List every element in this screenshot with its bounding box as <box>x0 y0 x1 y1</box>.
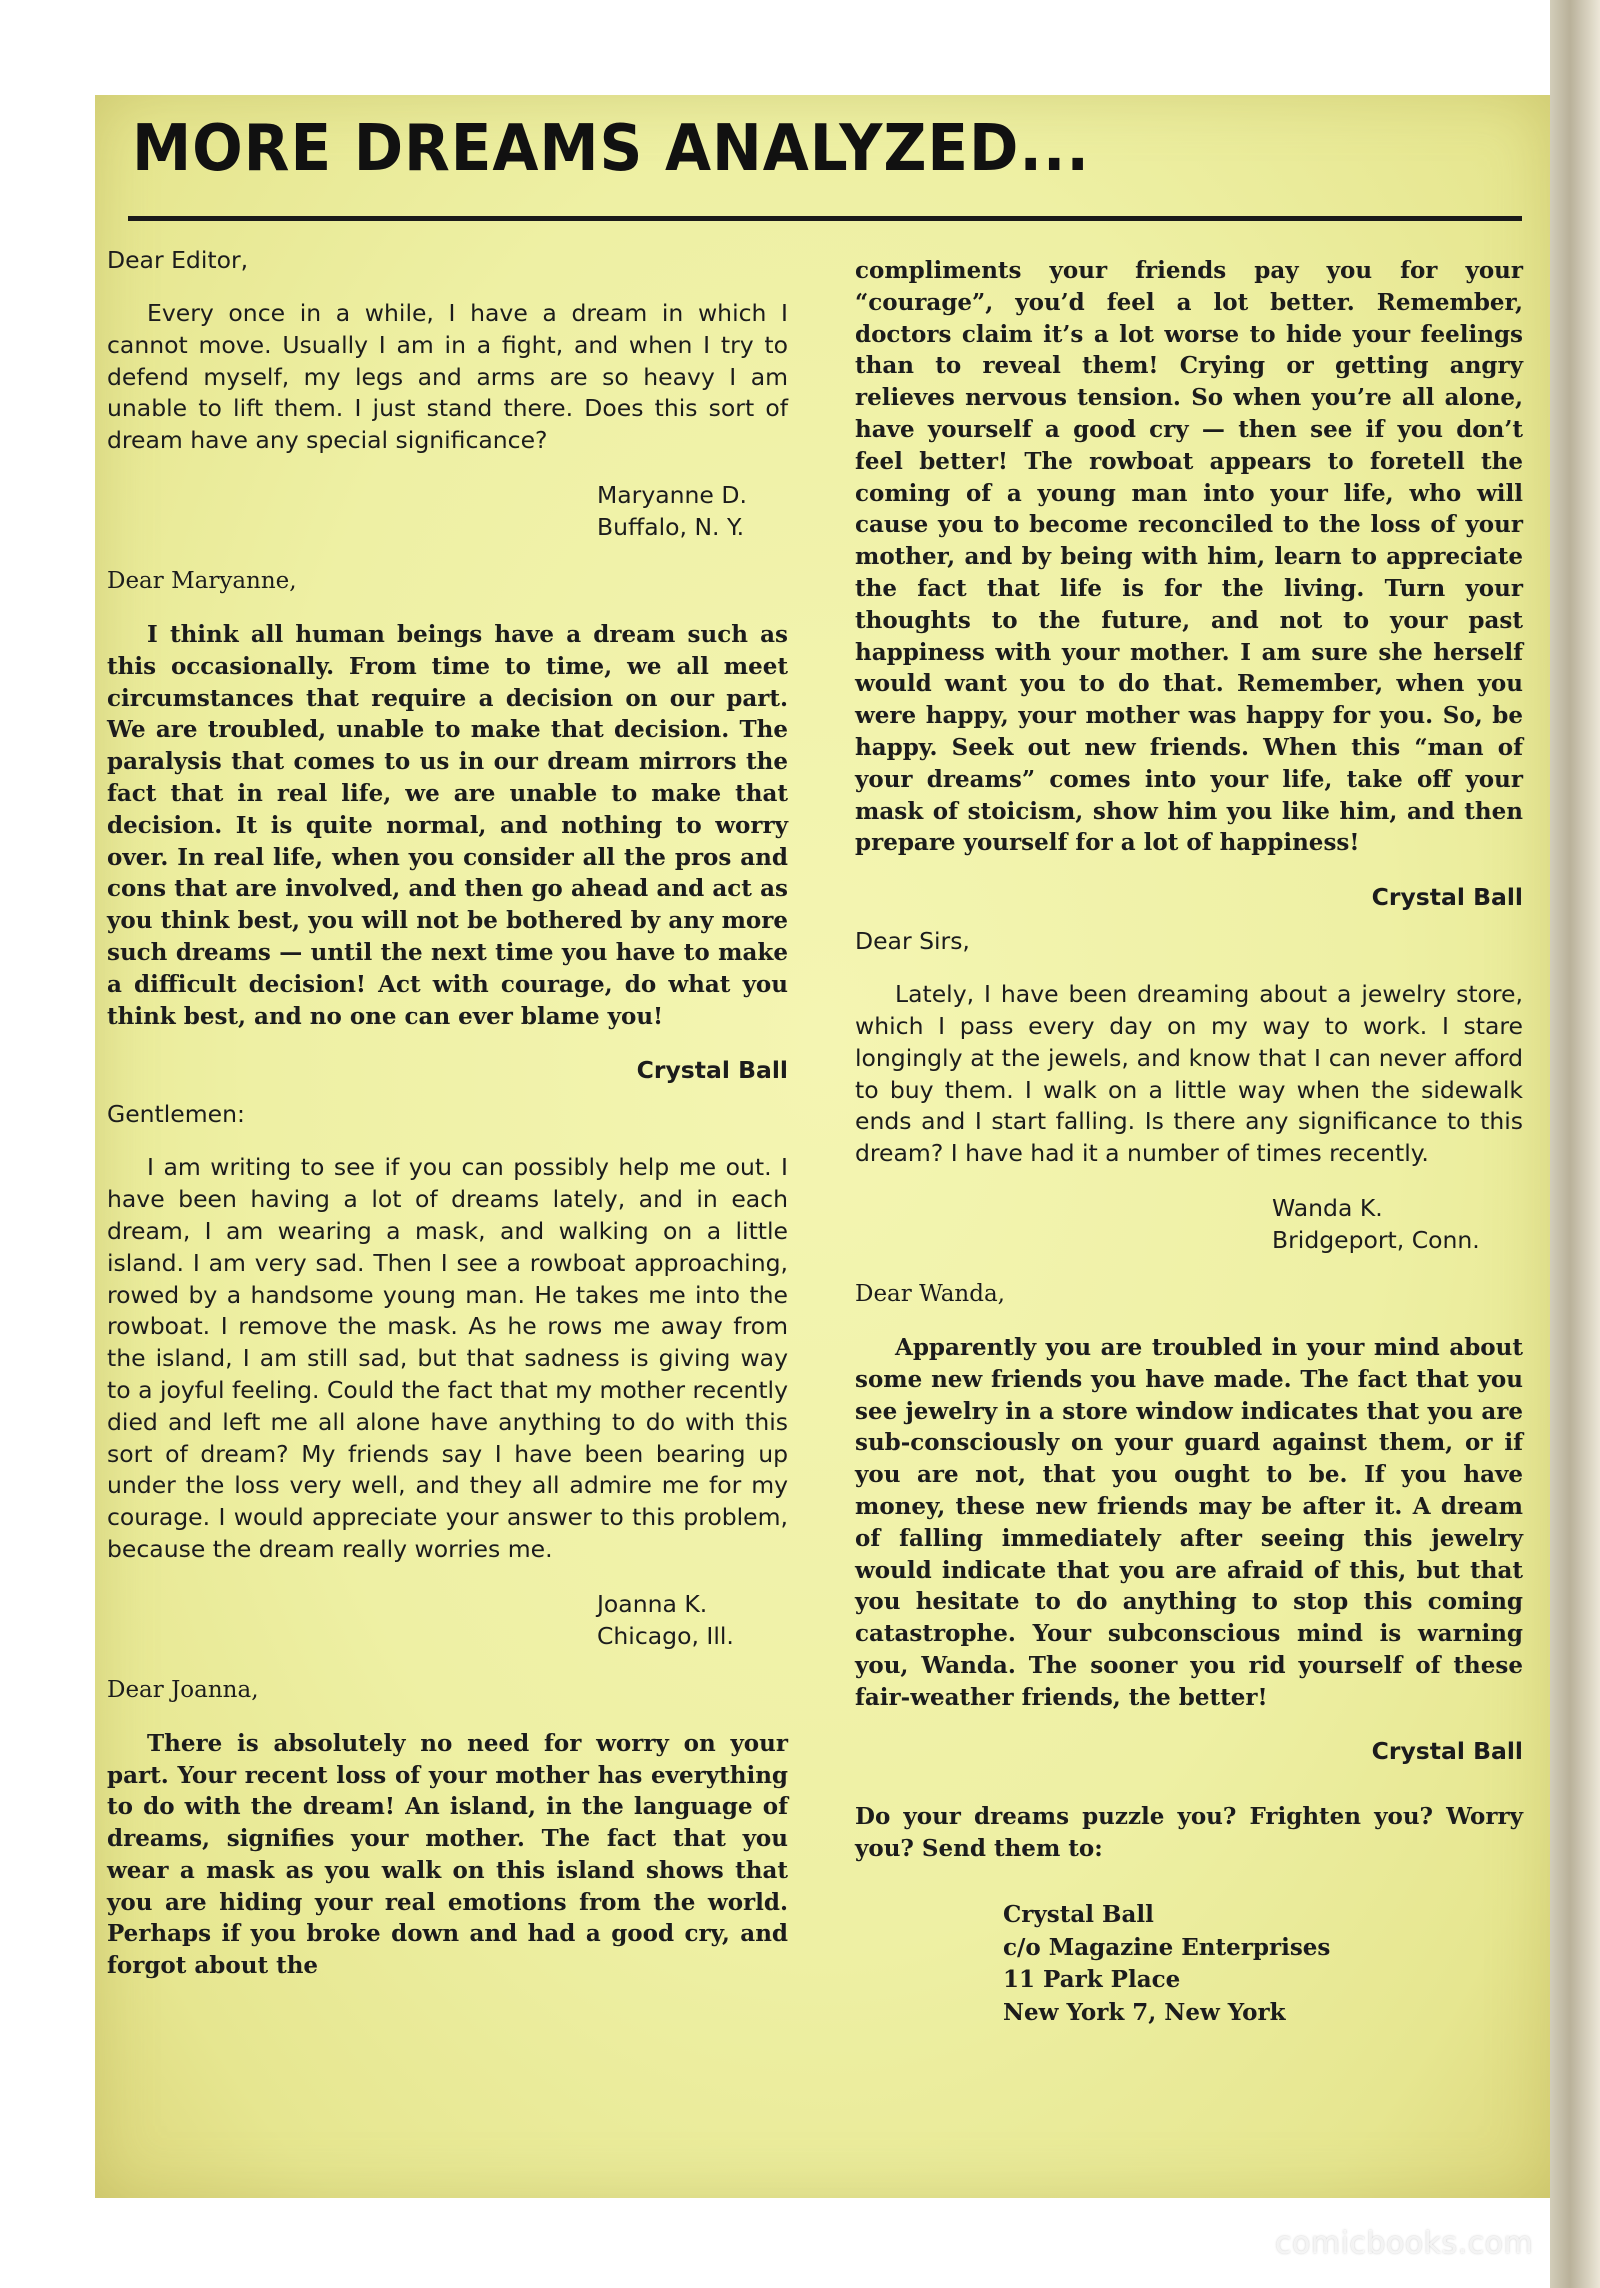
reply2-salutation: Dear Joanna, <box>107 1676 259 1703</box>
reply3-signature: Crystal Ball <box>1371 1737 1523 1766</box>
letter2-salutation: Gentlemen: <box>107 1100 245 1129</box>
letter3-salutation: Dear Sirs, <box>855 927 970 956</box>
title-rule <box>128 216 1522 221</box>
reply2-signature: Crystal Ball <box>1371 883 1523 912</box>
address-line: Crystal Ball <box>1003 1901 1154 1929</box>
reply1-salutation: Dear Maryanne, <box>107 567 297 594</box>
watermark: comicbooks.com <box>1275 2226 1534 2261</box>
letter2-name: Joanna K. <box>597 1589 708 1618</box>
reply2-body-end: compliments your friends pay you for your “courage”, you’d feel a lot better. Remember, doctors claim it’s a lot worse to hide your feelings than to reveal them! Crying or getting angry relieves nervous tension. So when you’re all alone, have yourself a good cry — then see if you don’t feel better! The rowboat appears to foretell the coming of a young man into your life, who will cause you to become reconciled to the loss of your mother, and by being with him, learn to appreciate the fact that life is for the living. Turn your thoughts to the future, and not to your past happiness with your mother. I am sure she herself would want you to do that. Remember, when you were happy, your mother was happy for you. So, be happy. Seek out new friends. When this “man of your dreams” comes into your life, take off your mask of stoicism, show him you like him, and then prepare yourself for a lot of happiness! <box>855 257 1523 857</box>
reply2-body-start: There is absolutely no need for worry on your part. Your recent loss of your mother has everything to do with the dream! An island, in the language of dreams, signifies your mother. The fact that you wear a mask as you walk on this island shows that you are hiding your real emotions from the world. Perhaps if you broke down and had a good cry, and forgot about the <box>107 1729 788 1980</box>
page-edge <box>1550 0 1600 2288</box>
closing-text: Do your dreams puzzle you? Frighten you? Worry you? Send them to: <box>855 1803 1523 1863</box>
letter1-place: Buffalo, N. Y. <box>597 512 745 541</box>
letter2-place: Chicago, Ill. <box>597 1621 734 1650</box>
mailing-address <box>1003 1899 1523 2029</box>
reply3-body: Apparently you are troubled in your mind about some new friends you have made. The fact that you see jewelry in a store window indicates that you are sub-consciously on your guard against them, or if you are not, that you ought to be. If you have money, these new friends may be after it. A dream of falling immediately after seeing this jewelry would indicate that you are afraid of this, but that you hesitate to do anything to stop this coming catastrophe. Your subconscious mind is warning you, Wanda. The sooner you rid yourself of these fair-weather friends, the better! <box>855 1333 1523 1711</box>
letter1-body: Every once in a while, I have a dream in which I cannot move. Usually I am in a fight, and when I try to defend myself, my legs and arms are so heavy I am unable to lift them. I just stand there. Does this sort of dream have any special significance? <box>107 299 788 455</box>
letter3-name: Wanda K. <box>1272 1193 1383 1222</box>
reply3-salutation: Dear Wanda, <box>855 1280 1005 1307</box>
letter3-body: Lately, I have been dreaming about a jewelry store, which I pass every day on my way to work. I stare longingly at the jewels, and know that I can never afford to buy them. I walk on a little way when the sidewalk ends and I start falling. Is there any significance to this dream? I have had it a number of times recently. <box>855 980 1523 1168</box>
letter1-name: Maryanne D. <box>597 480 747 509</box>
left-column <box>107 244 788 1982</box>
address-line: c/o Magazine Enterprises <box>1003 1933 1331 1961</box>
letter1-salutation: Dear Editor, <box>107 246 249 274</box>
reply1-signature: Crystal Ball <box>636 1056 788 1085</box>
reply1-body: I think all human beings have a dream such as this occasionally. From time to time, we all meet circumstances that require a decision on our part. We are troubled, unable to make that decision. The paralysis that comes to us in our dream mirrors the fact that in real life, we are unable to make that decision. It is quite normal, and nothing to worry over. In real life, when you consider all the pros and cons that are involved, and then go ahead and act as you think best, you will not be bothered by any more such dreams — until the next time you have to make a difficult decision! Act with courage, do what you think best, and no one can ever blame you! <box>107 620 788 1030</box>
page-title: MORE DREAMS ANALYZED... <box>132 112 1090 186</box>
letter3-place: Bridgeport, Conn. <box>1272 1225 1480 1254</box>
address-line: 11 Park Place <box>1003 1966 1181 1994</box>
letter2-body: I am writing to see if you can possibly help me out. I have been having a lot of dreams lately, and in each dream, I am wearing a mask, and walking on a little island. I am very sad. Then I see a rowboat approaching, rowed by a handsome young man. He takes me into the rowboat. I remove the mask. As he rows me away from the island, I am still sad, but that sadness is giving way to a joyful feeling. Could the fact that my mother recently died and left me all alone have anything to do with this sort of dream? My friends say I have been bearing up under the loss very well, and they all admire me for my courage. I would appreciate your answer to this problem, because the dream really worries me. <box>107 1153 788 1563</box>
right-column <box>855 255 1523 2029</box>
address-line: New York 7, New York <box>1003 1998 1286 2026</box>
